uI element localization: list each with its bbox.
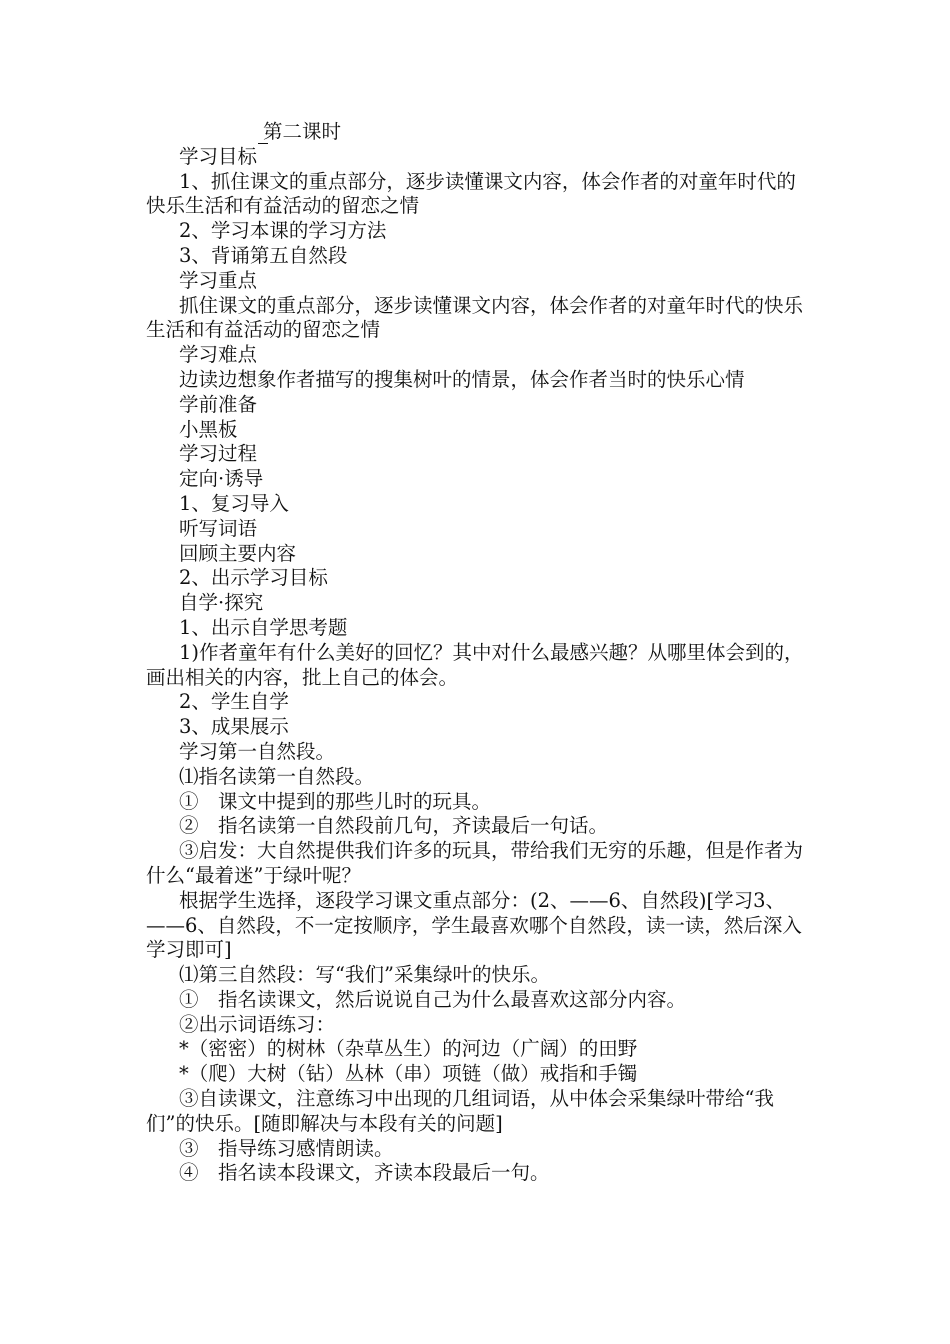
question-1: 1)作者童年有什么美好的回忆？其中对什么最感兴趣？从哪里体会到的，画出相关的内容，批上自己的体会。 (146, 640, 804, 689)
key-points-text: 抓住课文的重点部分，逐步读懂课文内容，体会作者的对童年时代的快乐生活和有益活动的留恋之情 (146, 293, 804, 342)
document-page (146, 120, 811, 1186)
preparation-text: 小黑板 (179, 417, 238, 441)
paragraph-three-read: ① 指名读课文，然后说说自己为什么最喜欢这部分内容。 (179, 987, 687, 1011)
lesson-title: 第二课时 (146, 120, 811, 145)
paragraph-one-inspire: ③启发：大自然提供我们许多的玩具，带给我们无穷的乐趣，但是作者为什么“最着迷”于绿叶呢？ (146, 839, 804, 887)
step-questions: 1、出示自学思考题 (179, 615, 348, 639)
paragraph-one-toys: ① 课文中提到的那些儿时的玩具。 (179, 789, 492, 813)
step-review: 1、复习导入 (179, 491, 289, 515)
objective-item-1: 1、抓住课文的重点部分，逐步读懂课文内容，体会作者的对童年时代的快乐生活和有益活动的留恋之情 (146, 169, 796, 218)
paragraph-one-heading: 学习第一自然段。 (179, 739, 336, 763)
step-recall: 回顾主要内容 (179, 541, 297, 565)
step-results: 3、成果展示 (179, 715, 289, 739)
key-paragraphs-intro: 根据学生选择，逐段学习课文重点部分：(2、——6、自然段)[学习3、——6、自然段，不一定按顺序，学生最喜欢哪个自然段，读一读，然后深入学习即可] (146, 888, 802, 962)
heading-objectives: 学习目标 (179, 144, 258, 168)
paragraph-one-reading: ② 指名读第一自然段前几句，齐读最后一句话。 (179, 814, 609, 838)
paragraph-three-heading: ⑴第三自然段：写“我们”采集绿叶的快乐。 (179, 963, 550, 987)
section-self-study: 自学·探究 (179, 591, 264, 615)
final-reading: ④ 指名读本段课文，齐读本段最后一句。 (179, 1161, 550, 1185)
heading-process: 学习过程 (179, 442, 258, 466)
objective-item-3: 3、背诵第五自然段 (179, 243, 348, 267)
step-dictation: 听写词语 (179, 516, 258, 540)
emotional-reading: ③ 指导练习感情朗读。 (179, 1136, 394, 1160)
heading-key-points: 学习重点 (179, 268, 258, 292)
heading-preparation: 学前准备 (179, 392, 258, 416)
difficulties-text: 边读边想象作者描写的搜集树叶的情景，体会作者当时的快乐心情 (179, 367, 745, 391)
section-guide: 定向·诱导 (179, 467, 264, 491)
heading-difficulties: 学习难点 (179, 343, 258, 367)
word-practice-heading: ②出示词语练习： (179, 1012, 336, 1036)
word-practice-2: *（爬）大树（钻）丛林（串）项链（做）戒指和手镯 (179, 1062, 638, 1086)
word-practice-1: *（密密）的树林（杂草丛生）的河边（广阔）的田野 (179, 1037, 638, 1061)
self-reading: ③自读课文，注意练习中出现的几组词语，从中体会采集绿叶带给“我们”的快乐。[随即解决与本段有关的问题] (146, 1087, 774, 1135)
paragraph-one-read: ⑴指名读第一自然段。 (179, 764, 375, 788)
objective-item-2: 2、学习本课的学习方法 (179, 219, 387, 243)
step-self-learn: 2、学生自学 (179, 690, 289, 714)
step-show-objectives: 2、出示学习目标 (179, 566, 328, 590)
